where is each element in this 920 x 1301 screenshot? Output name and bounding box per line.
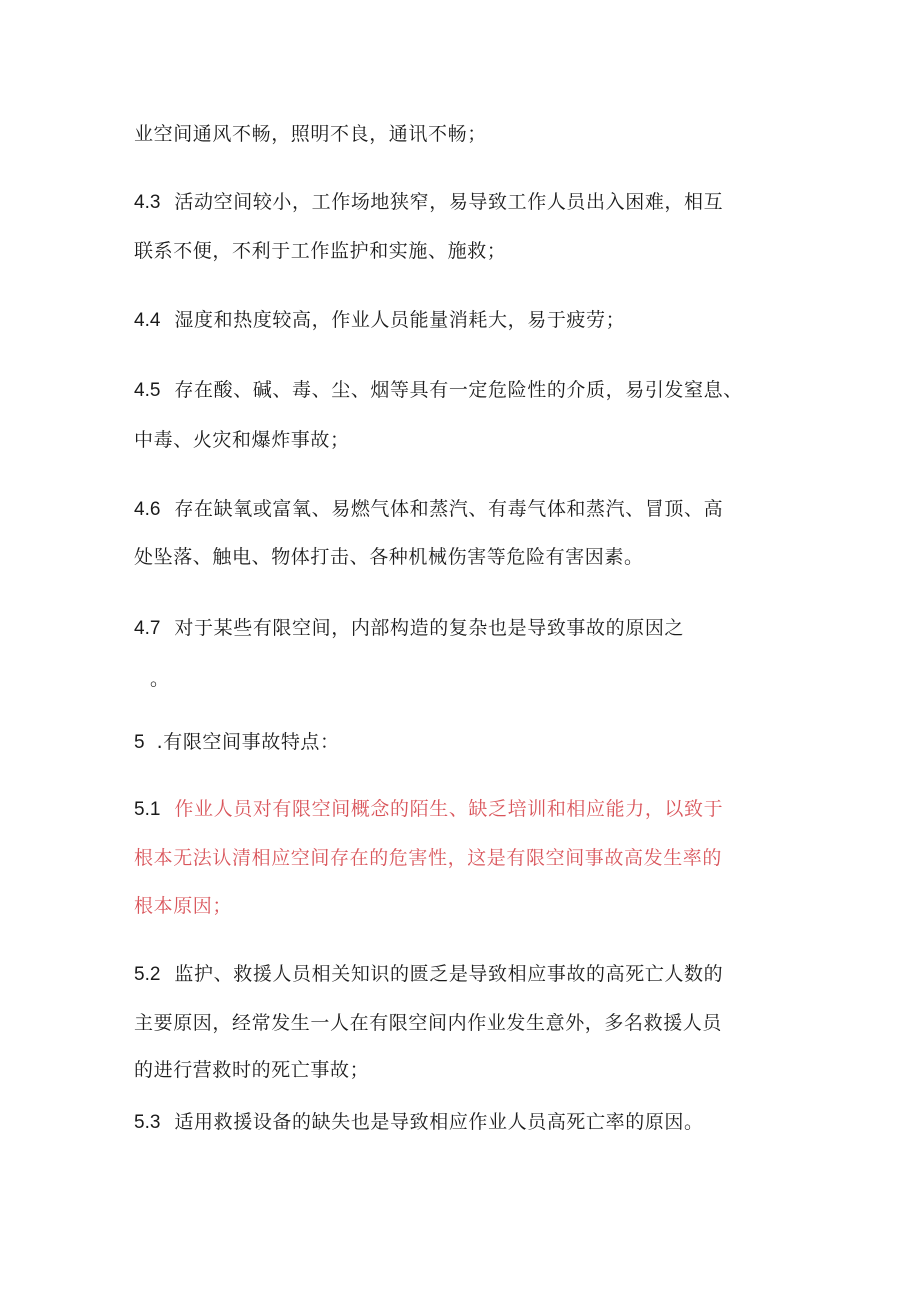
item-number: 4.4 (134, 310, 161, 331)
line-text: 的进行营救时的死亡事故； (134, 1059, 370, 1081)
item-text: 存在缺氧或富氧、易燃气体和蒸汽、有毒气体和蒸汽、冒顶、高 (174, 498, 724, 520)
item-5-1-cont (134, 846, 722, 870)
item-text: 活动空间较小，工作场地狭窄，易导致工作人员出入困难，相互 (174, 191, 724, 213)
item-4-5 (134, 378, 743, 403)
item-number: 5.1 (134, 799, 161, 820)
item-number: 5.2 (134, 964, 161, 985)
item-5-2-cont (134, 1011, 722, 1035)
line-4-2-cont (134, 122, 487, 146)
item-4-3 (134, 190, 723, 215)
item-text-highlighted: 作业人员对有限空间概念的陌生、缺乏培训和相应能力，以致于 (174, 798, 724, 820)
item-text: 存在酸、碱、毒、尘、烟等具有一定危险性的介质，易引发窒息、 (174, 379, 743, 401)
section-5-heading (134, 730, 340, 755)
item-5-1-cont-2 (134, 894, 232, 918)
item-4-3-cont (134, 239, 506, 263)
line-text-highlighted: 根本无法认清相应空间存在的危害性，这是有限空间事故高发生率的 (134, 847, 723, 869)
item-5-2 (134, 962, 723, 987)
item-number: 4.5 (134, 380, 161, 401)
line-text: 。 (150, 668, 170, 690)
item-text: 对于某些有限空间，内部构造的复杂也是导致事故的原因之 (174, 617, 685, 639)
section-title: .有限空间事故特点： (156, 731, 340, 753)
item-5-3 (134, 1110, 704, 1135)
line-text: 处坠落、触电、物体打击、各种机械伤害等危险有害因素。 (134, 546, 644, 568)
item-text: 监护、救援人员相关知识的匮乏是导致相应事故的高死亡人数的 (174, 963, 724, 985)
item-4-6-cont (134, 545, 644, 569)
line-text: 中毒、火灾和爆炸事故； (134, 429, 350, 451)
item-number: 4.7 (134, 618, 161, 639)
item-number: 5.3 (134, 1112, 161, 1133)
line-text: 主要原因，经常发生一人在有限空间内作业发生意外，多名救援人员 (134, 1012, 723, 1034)
item-4-7-cont (150, 667, 170, 691)
line-text: 业空间通风不畅，照明不良，通讯不畅； (134, 123, 487, 145)
item-5-2-cont-2 (134, 1058, 369, 1082)
item-4-7 (134, 616, 684, 641)
line-text: 联系不便，不利于工作监护和实施、施救； (134, 240, 507, 262)
item-4-5-cont (134, 428, 350, 452)
item-text: 湿度和热度较高，作业人员能量消耗大，易于疲劳； (174, 309, 626, 331)
item-text: 适用救援设备的缺失也是导致相应作业人员高死亡率的原因。 (174, 1111, 704, 1133)
item-number: 4.6 (134, 499, 161, 520)
line-text-highlighted: 根本原因； (134, 895, 233, 917)
item-number: 4.3 (134, 192, 161, 213)
item-4-4 (134, 308, 625, 333)
section-number: 5 (134, 732, 145, 753)
item-5-1 (134, 797, 723, 822)
item-4-6 (134, 497, 723, 522)
